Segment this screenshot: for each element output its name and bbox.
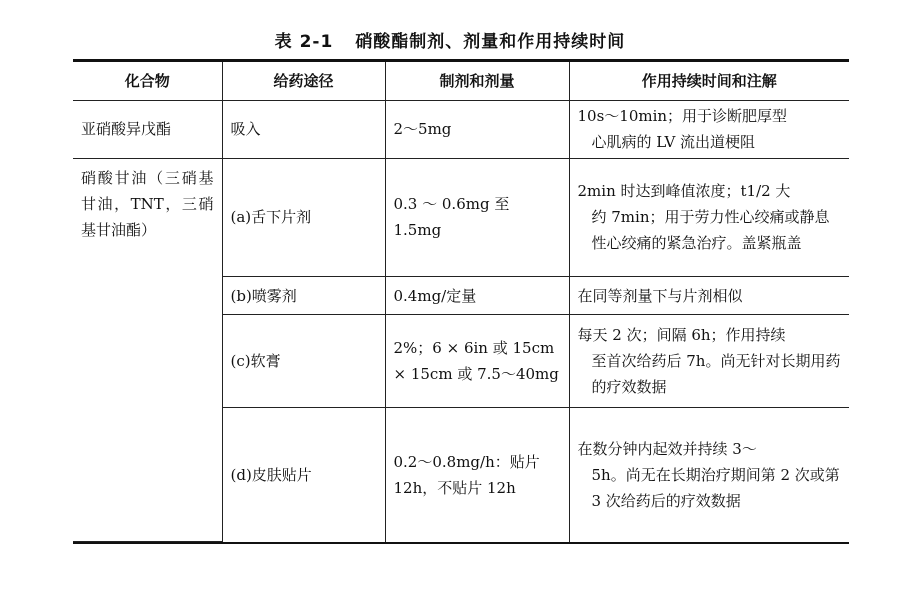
dose-cell: 2～5mg — [385, 100, 569, 158]
header-compound: 化合物 — [73, 62, 222, 100]
table-row — [73, 100, 849, 158]
note-continuation: 至首次给药后 7h。尚无针对长期用药的疗效数据 — [591, 351, 841, 396]
route-cell: (a)舌下片剂 — [222, 158, 385, 276]
route-cell: (b)喷雾剂 — [222, 277, 385, 315]
dose-cell: 0.4mg/定量 — [385, 277, 569, 315]
note-cell — [569, 158, 849, 276]
header-route: 给药途径 — [222, 62, 385, 100]
table-caption — [0, 27, 900, 52]
note-line: 在同等剂量下与片剂相似 — [577, 286, 743, 305]
dose-cell: 0.3 ～ 0.6mg 至 1.5mg — [385, 158, 569, 276]
note-cell — [569, 100, 849, 158]
table-title: 硝酸酯制剂、剂量和作用持续时间 — [355, 32, 626, 52]
compound-cell: 硝酸甘油（三硝基甘油，TNT，三硝基甘油酯） — [73, 158, 222, 541]
header-row — [73, 62, 849, 100]
table-number: 表 2-1 — [274, 32, 334, 52]
note-cell — [569, 407, 849, 541]
route-cell: 吸入 — [222, 100, 385, 158]
note-continuation: 约 7min；用于劳力性心绞痛或静息性心绞痛的紧急治疗。盖紧瓶盖 — [591, 208, 830, 253]
header-duration: 作用持续时间和注解 — [569, 62, 849, 100]
note-line: 在数分钟内起效并持续 3～ — [577, 439, 757, 458]
route-cell: (d)皮肤贴片 — [222, 407, 385, 541]
dose-cell: 0.2～0.8mg/h：贴片 12h，不贴片 12h — [385, 407, 569, 541]
note-line: 每天 2 次；间隔 6h；作用持续 — [577, 325, 786, 344]
table-row — [73, 158, 849, 276]
table-bottom-rule — [73, 542, 849, 544]
note-cell — [569, 277, 849, 315]
note-line: 2min 时达到峰值浓度；t1/2 大 — [577, 182, 791, 201]
dose-cell: 2%；6 × 6in 或 15cm × 15cm 或 7.5～40mg — [385, 315, 569, 407]
note-continuation: 5h。尚无在长期治疗期间第 2 次或第 3 次给药后的疗效数据 — [591, 465, 840, 510]
route-cell: (c)软膏 — [222, 315, 385, 407]
note-cell — [569, 315, 849, 407]
nitrate-table — [73, 62, 849, 542]
note-continuation: 心肌病的 LV 流出道梗阻 — [591, 133, 756, 152]
header-dose: 制剂和剂量 — [385, 62, 569, 100]
note-line: 10s～10min；用于诊断肥厚型 — [577, 107, 788, 126]
compound-cell: 亚硝酸异戊酯 — [73, 100, 222, 158]
